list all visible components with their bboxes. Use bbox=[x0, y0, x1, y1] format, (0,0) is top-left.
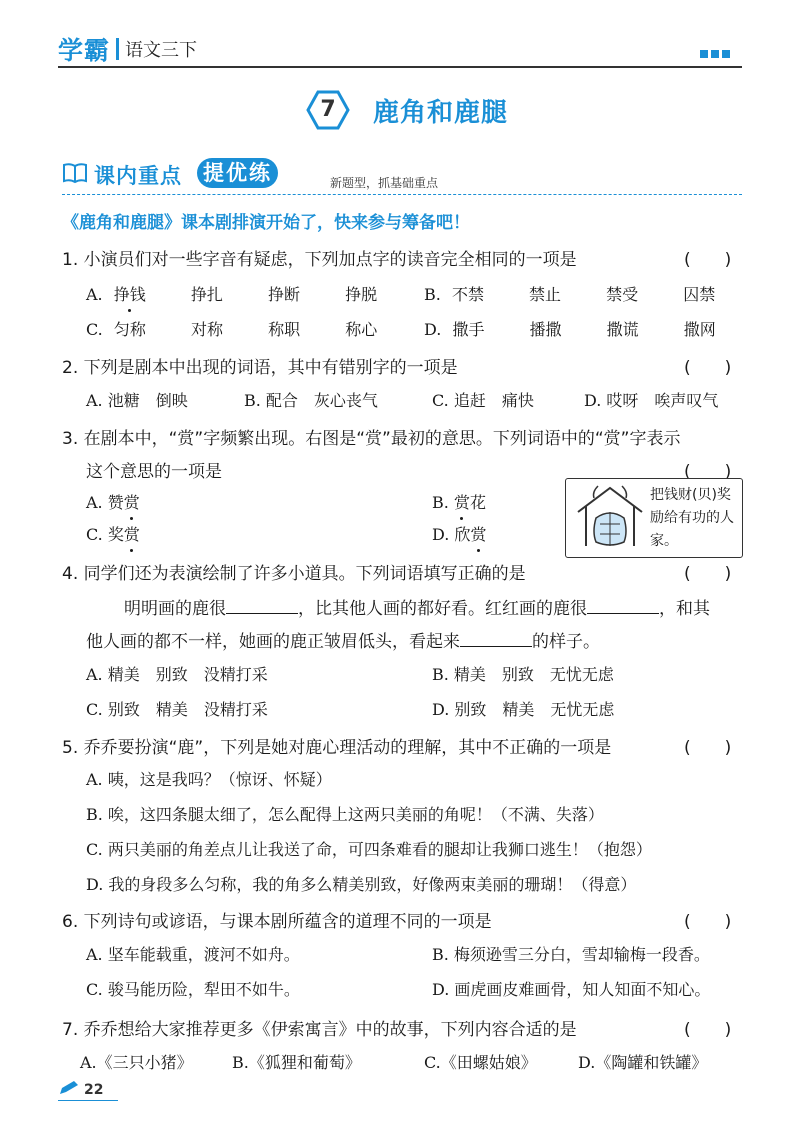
option-label: C. bbox=[86, 320, 103, 339]
question-2-stem: 2. 下列是剧本中出现的词语，其中有错别字的一项是 bbox=[62, 358, 458, 378]
option-word: 挣断 bbox=[267, 285, 300, 304]
option-char: 奖 bbox=[107, 525, 124, 544]
option-word: 撒谎 bbox=[606, 320, 639, 339]
question-6-option-d: D. 画虎画皮难画骨，知人知面不知心。 bbox=[432, 980, 711, 999]
question-6-option-b: B. 梅须逊雪三分白，雪却输梅一段香。 bbox=[432, 945, 710, 964]
question-4-option-a: A. 精美 别致 没精打采 bbox=[86, 665, 268, 684]
section-badge: 提优练 bbox=[197, 158, 278, 188]
option-word: 匀称 bbox=[113, 320, 146, 339]
question-5-stem: 5. 乔乔要扮演“鹿”，下列是她对鹿心理活动的理解，其中不正确的一项是 bbox=[62, 738, 612, 758]
passage-text: 明明画的鹿很 bbox=[124, 599, 226, 619]
question-6-answer-blank[interactable]: ( ) bbox=[684, 912, 732, 932]
option-word: 囚禁 bbox=[683, 285, 716, 304]
question-3-stem-cont: 这个意思的一项是 bbox=[86, 462, 222, 482]
option-char: 赞 bbox=[107, 493, 124, 512]
question-2-option-b: B. 配合 灰心丧气 bbox=[244, 391, 378, 410]
option-char: 赏 bbox=[124, 522, 140, 545]
option-word: 不禁 bbox=[451, 285, 484, 304]
question-4-option-b: B. 精美 别致 无忧无虑 bbox=[432, 665, 614, 684]
option-char: 赏 bbox=[470, 522, 486, 545]
question-3-option-a bbox=[86, 490, 140, 513]
question-1-answer-blank[interactable]: ( ) bbox=[684, 250, 732, 270]
option-word: 撒手 bbox=[452, 320, 485, 339]
section-title: 课内重点 bbox=[94, 164, 182, 188]
passage-text: 的样子。 bbox=[532, 632, 600, 652]
question-7-option-c: C.《田螺姑娘》 bbox=[424, 1053, 537, 1072]
question-2-option-a: A. 池糖 倒映 bbox=[86, 391, 188, 410]
fill-blank[interactable] bbox=[226, 599, 298, 614]
question-4-answer-blank[interactable]: ( ) bbox=[684, 564, 732, 584]
option-word: 称职 bbox=[268, 320, 301, 339]
option-label: B. bbox=[432, 493, 449, 512]
question-1-option-b bbox=[424, 282, 715, 305]
option-word: 称心 bbox=[345, 320, 378, 339]
option-char: 欣 bbox=[454, 525, 471, 544]
question-7-option-b: B.《狐狸和葡萄》 bbox=[232, 1053, 361, 1072]
header-divider bbox=[58, 66, 742, 68]
header-dots-icon bbox=[700, 50, 730, 58]
question-2-option-d: D. 哎呀 唉声叹气 bbox=[584, 391, 719, 410]
question-7-stem: 7. 乔乔想给大家推荐更多《伊索寓言》中的故事，下列内容合适的是 bbox=[62, 1020, 577, 1040]
passage-text: ，比其他人画的都好看。红红画的鹿很 bbox=[298, 599, 587, 619]
question-7-option-d: D.《陶罐和铁罐》 bbox=[578, 1053, 708, 1072]
question-4-option-d: D. 别致 精美 无忧无虑 bbox=[432, 700, 615, 719]
brand-name: 学霸 bbox=[58, 36, 111, 65]
question-2-answer-blank[interactable]: ( ) bbox=[684, 358, 732, 378]
question-5-answer-blank[interactable]: ( ) bbox=[684, 738, 732, 758]
page-number: 22 bbox=[84, 1082, 104, 1098]
book-icon bbox=[62, 162, 88, 184]
question-3-option-d bbox=[432, 522, 486, 545]
question-7-answer-blank[interactable]: ( ) bbox=[684, 1020, 732, 1040]
question-3-stem: 3. 在剧本中，“赏”字频繁出现。右图是“赏”最初的意思。下列词语中的“赏”字表示 bbox=[62, 429, 681, 449]
character-origin-caption: 把钱财(贝)奖励给有功的人家。 bbox=[650, 487, 734, 549]
question-1-option-a bbox=[86, 282, 377, 305]
option-word: 禁止 bbox=[529, 285, 562, 304]
question-6-option-c: C. 骏马能历险，犁田不如牛。 bbox=[86, 980, 300, 999]
option-word: 挣钱 bbox=[114, 282, 146, 305]
pencil-icon bbox=[58, 1080, 80, 1096]
option-label: C. bbox=[86, 525, 103, 544]
option-label: B. bbox=[424, 285, 441, 304]
section-divider bbox=[62, 194, 742, 195]
intro-text: 《鹿角和鹿腿》课本剧排演开始了，快来参与筹备吧！ bbox=[62, 213, 470, 233]
question-3-answer-blank[interactable]: ( ) bbox=[684, 462, 732, 482]
option-word: 挣脱 bbox=[345, 285, 378, 304]
question-5-option-c: C. 两只美丽的角差点儿让我送了命，可四条难看的腿却让我狮口逃生！（抱怨） bbox=[86, 840, 652, 859]
option-char: 赏 bbox=[124, 490, 140, 513]
lesson-title: 鹿角和鹿腿 bbox=[373, 98, 509, 128]
section-note: 新题型，抓基础重点 bbox=[330, 176, 439, 190]
subject-label: 语文三下 bbox=[125, 40, 198, 61]
fill-blank[interactable] bbox=[587, 599, 659, 614]
option-word: 禁受 bbox=[606, 285, 639, 304]
question-3-option-b bbox=[432, 490, 486, 513]
lesson-number: 7 bbox=[320, 97, 336, 122]
option-char: 花 bbox=[469, 493, 486, 512]
option-word: 挣扎 bbox=[190, 285, 223, 304]
question-2-option-c: C. 追赶 痛快 bbox=[432, 391, 534, 410]
question-4-passage-line-1 bbox=[124, 594, 710, 619]
option-label: D. bbox=[424, 320, 442, 339]
question-5-option-d: D. 我的身段多么匀称，我的角多么精美别致，好像两束美丽的珊瑚！（得意） bbox=[86, 875, 637, 894]
question-1-option-d bbox=[424, 317, 716, 340]
footer-divider bbox=[58, 1100, 118, 1101]
question-4-passage-line-2 bbox=[86, 627, 600, 652]
option-label: A. bbox=[86, 285, 103, 304]
fill-blank[interactable] bbox=[460, 632, 532, 647]
question-3-option-c bbox=[86, 522, 140, 545]
question-4-option-c: C. 别致 精美 没精打采 bbox=[86, 700, 268, 719]
ancient-shang-character-icon bbox=[572, 482, 648, 552]
passage-text: 他人画的都不一样，她画的鹿正皱眉低头，看起来 bbox=[86, 632, 460, 652]
question-5-option-a: A. 咦，这是我吗？（惊讶、怀疑） bbox=[86, 770, 332, 789]
option-char: 赏 bbox=[454, 490, 470, 513]
option-word: 播撒 bbox=[529, 320, 562, 339]
option-label: A. bbox=[86, 493, 103, 512]
question-7-option-a: A.《三只小猪》 bbox=[80, 1053, 193, 1072]
option-word: 对称 bbox=[190, 320, 223, 339]
question-1-option-c bbox=[86, 317, 377, 340]
option-label: D. bbox=[432, 525, 450, 544]
header-logo bbox=[58, 34, 197, 64]
question-4-stem: 4. 同学们还为表演绘制了许多小道具。下列词语填写正确的是 bbox=[62, 564, 526, 584]
question-6-stem: 6. 下列诗句或谚语，与课本剧所蕴含的道理不同的一项是 bbox=[62, 912, 492, 932]
question-5-option-b: B. 唉，这四条腿太细了，怎么配得上这两只美丽的角呢！（不满、失落） bbox=[86, 805, 604, 824]
brand-divider bbox=[116, 38, 119, 60]
option-word: 撒网 bbox=[683, 320, 716, 339]
question-6-option-a: A. 坚车能载重，渡河不如舟。 bbox=[86, 945, 300, 964]
passage-text: ，和其 bbox=[659, 599, 710, 619]
question-1-stem: 1. 小演员们对一些字音有疑虑，下列加点字的读音完全相同的一项是 bbox=[62, 250, 577, 270]
